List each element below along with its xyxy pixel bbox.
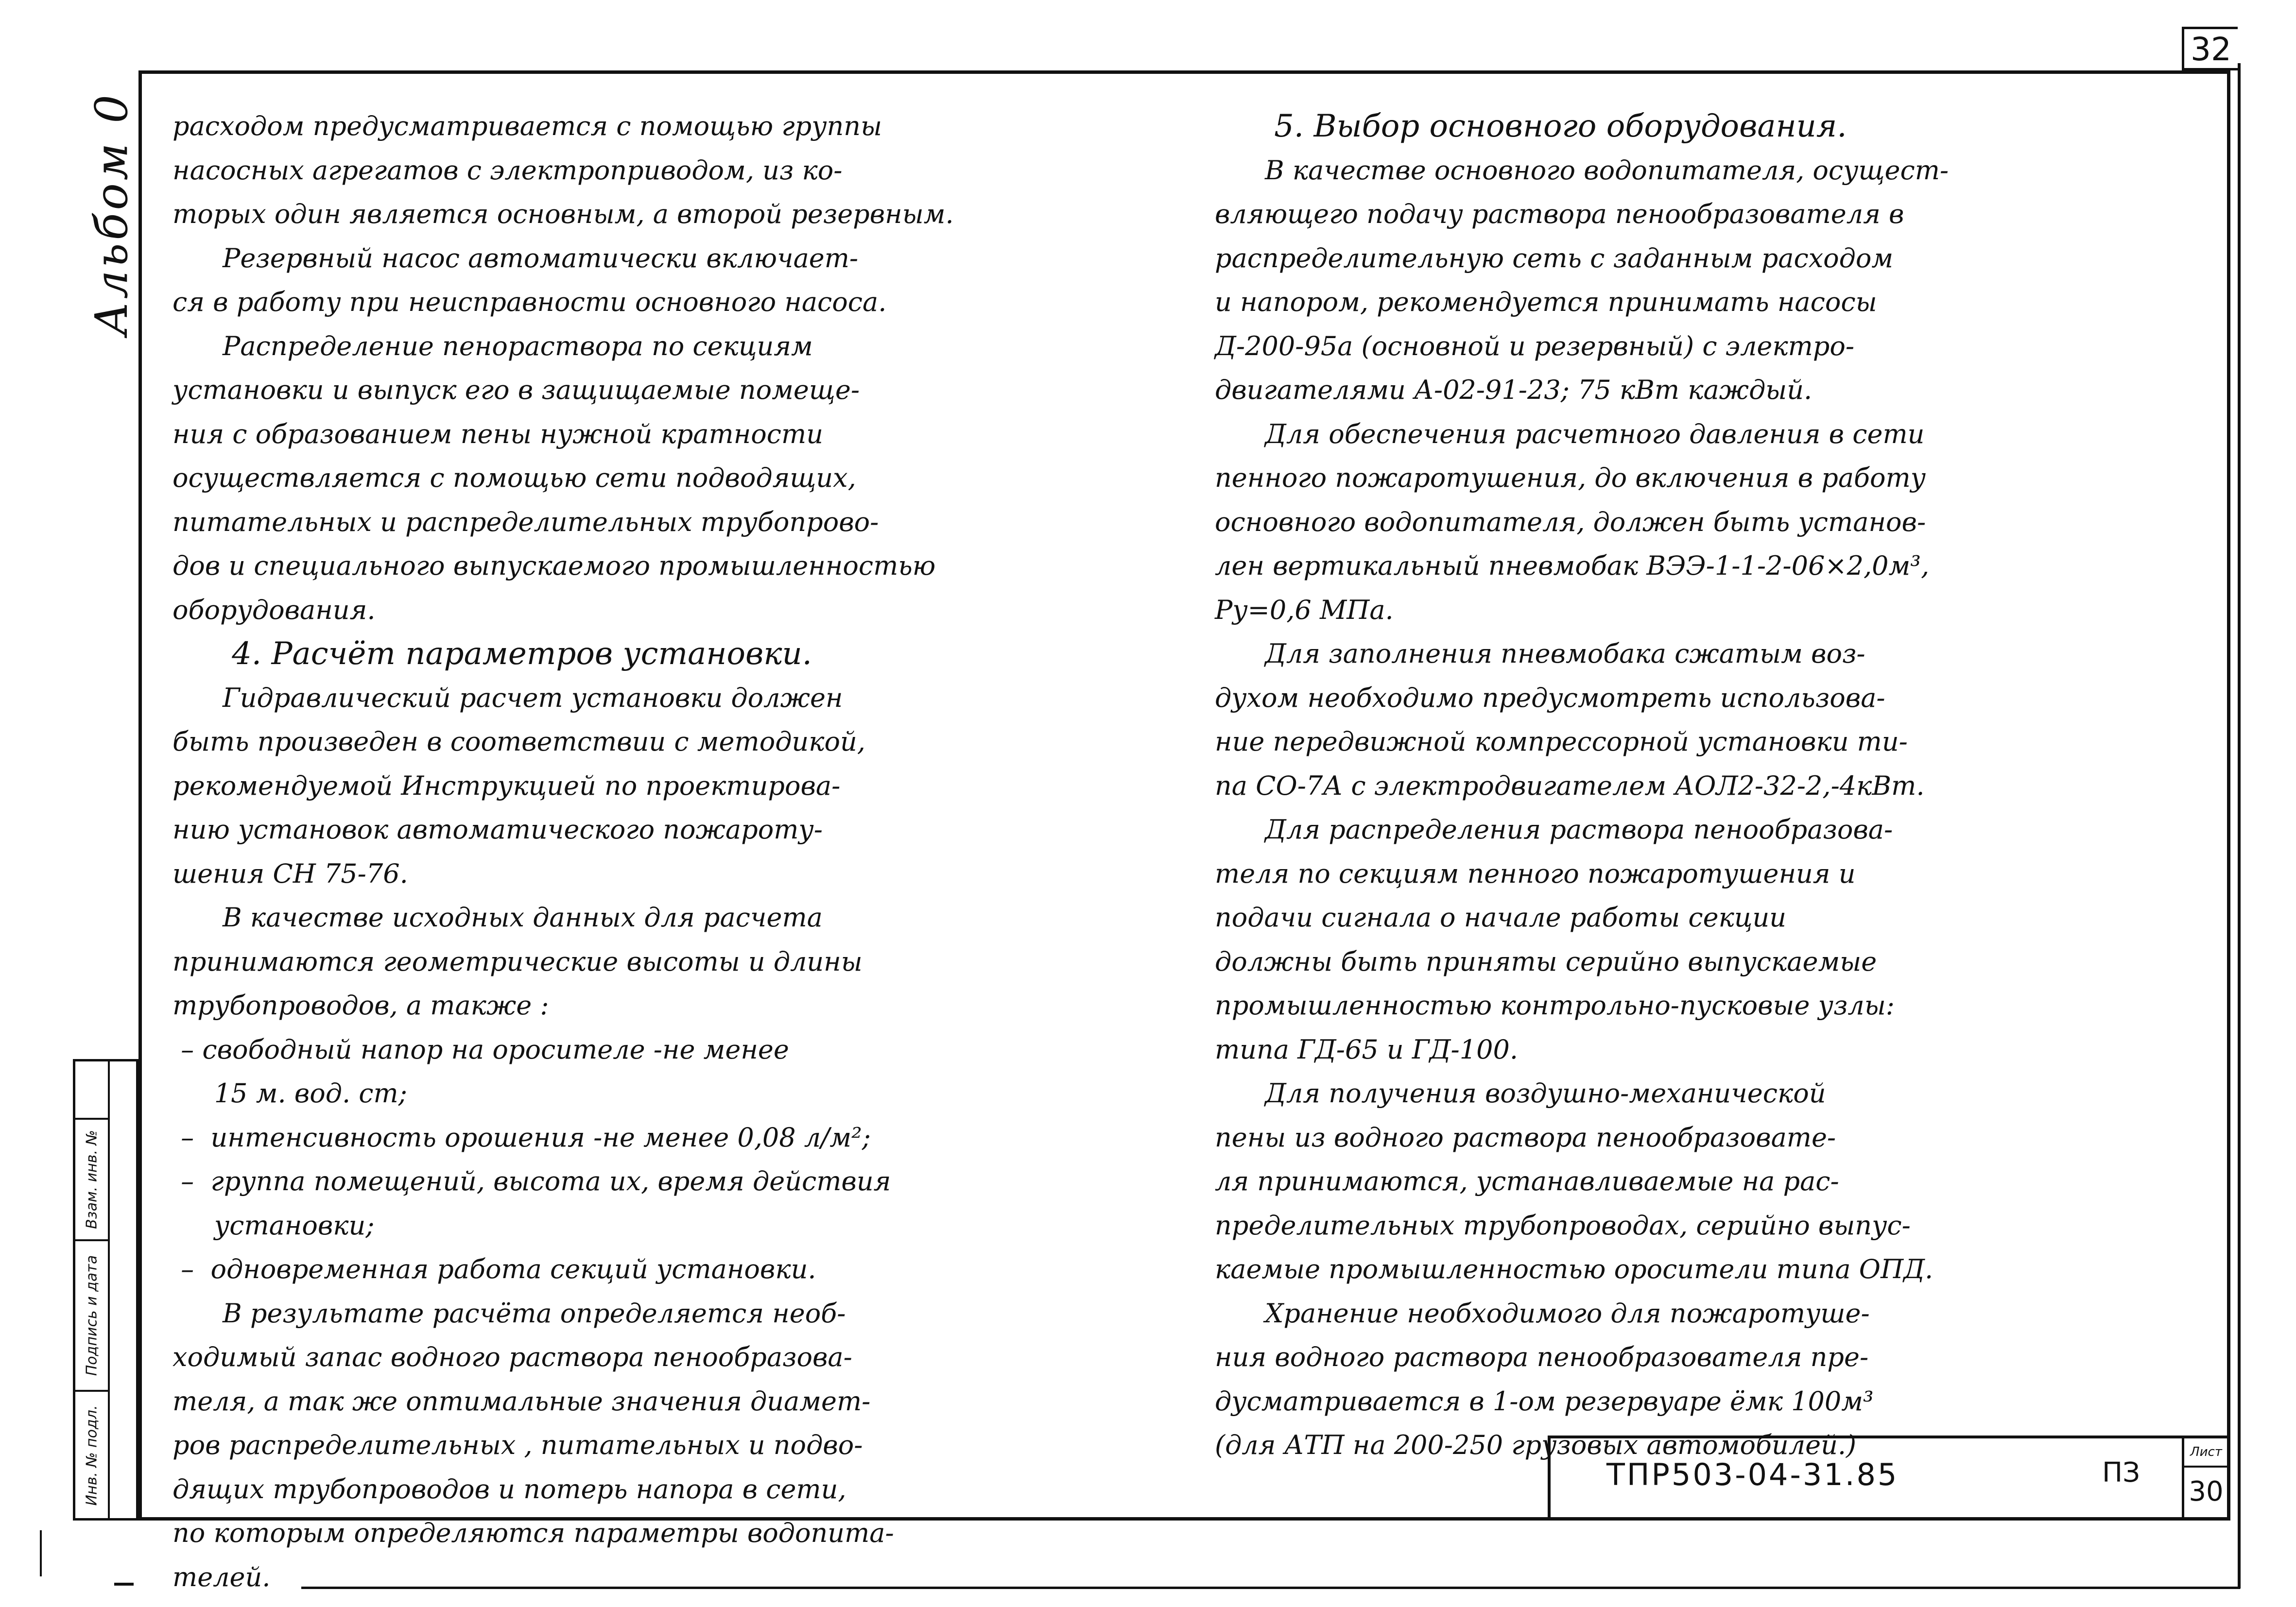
stamp-column-labels	[75, 1061, 110, 1518]
text-line: рекомендуемой Инструкцией по проектирова-	[173, 770, 841, 801]
text-line: В результате расчёта определяется необ-	[173, 1298, 846, 1329]
document-code: ТПР503-04-31.85	[1606, 1457, 1899, 1492]
text-line: каемые промышленностью оросители типа ОПД.	[1215, 1254, 1933, 1284]
text-line: торых один является основным, а второй резервным.	[173, 199, 954, 229]
text-line: Гидравлический расчет установки должен	[173, 682, 843, 713]
text-line: распределительную сеть с заданным расходом	[1215, 242, 1894, 274]
page-number: 32	[2182, 27, 2238, 70]
document-section: ПЗ	[2102, 1457, 2141, 1488]
right-text-column	[1215, 104, 2221, 1468]
text-line: Для распределения раствора пенообразова-	[1215, 814, 1893, 845]
text-line: нию установок автоматического пожароту-	[173, 814, 823, 845]
text-line: ние передвижной компрессорной установки ти-	[1215, 726, 1908, 757]
list-item: установки;	[173, 1210, 375, 1241]
stamp-label-inventory: Инв. № подл.	[83, 1405, 100, 1506]
text-line: дусматривается в 1-ом резервуаре ёмк 100м³	[1215, 1385, 1874, 1417]
crop-mark	[114, 1583, 134, 1586]
text-line: расходом предусматривается с помощью группы	[173, 111, 882, 141]
left-text-column	[173, 104, 1154, 1599]
text-line: осуществляется с помощью сети подводящих,	[173, 462, 856, 493]
stamp-cell-replace	[75, 1120, 108, 1241]
crop-mark-left	[40, 1530, 42, 1576]
text-line: двигателями А-02-91-23; 75 кВт каждый.	[1215, 375, 1813, 405]
text-line: теля, а так же оптимальные значения диамет-	[173, 1385, 871, 1417]
text-line: Хранение необходимого для пожаротуше-	[1215, 1298, 1870, 1329]
text-line: должны быть приняты серийно выпускаемые	[1215, 946, 1877, 977]
stamp-label-replace: Взам. инв. №	[83, 1130, 100, 1229]
text-line: телей.	[173, 1561, 271, 1592]
stamp-cell-signature	[75, 1241, 108, 1392]
text-line: Для обеспечения расчетного давления в сети	[1215, 418, 1925, 449]
stamp-cell-blank	[75, 1061, 108, 1120]
text-line: ся в работу при неисправности основного насоса.	[173, 287, 887, 317]
section-heading-4: 4. Расчёт параметров установки.	[173, 636, 812, 672]
text-line: подачи сигнала о начале работы секции	[1215, 902, 1787, 933]
text-line: типа ГД-65 и ГД-100.	[1215, 1034, 1518, 1065]
list-item: 15 м. вод. ст;	[173, 1078, 407, 1109]
text-line: лен вертикальный пневмобак ВЭЭ-1-1-2-06×2,0м³,	[1215, 550, 1930, 581]
section-heading-5: 5. Выбор основного оборудования.	[1215, 108, 1847, 144]
text-line: В качестве основного водопитателя, осущест-	[1215, 154, 1949, 186]
text-line: основного водопитателя, должен быть установ-	[1215, 506, 1926, 537]
text-line: насосных агрегатов с электроприводом, из ко-	[173, 154, 843, 186]
text-line: Распределение пенораствора по секциям	[173, 330, 813, 361]
text-line: па СО-7А с электродвигателем АОЛ2-32-2,-4кВт.	[1215, 770, 1925, 801]
text-line: ния с образованием пены нужной кратности	[173, 418, 824, 449]
text-line: установки и выпуск его в защищаемые помеще-	[173, 375, 860, 405]
text-line: Резервный насос автоматически включает-	[173, 242, 859, 274]
text-line: теля по секциям пенного пожаротушения и	[1215, 858, 1856, 889]
text-line: шения СН 75-76.	[173, 858, 408, 889]
list-item: – одновременная работа секций установки.	[173, 1254, 816, 1284]
stamp-label-signature: Подпись и дата	[83, 1255, 100, 1376]
text-line: по которым определяются параметры водопита-	[173, 1518, 894, 1548]
text-line: духом необходимо предусмотреть использова-	[1215, 682, 1885, 713]
text-line: Для заполнения пневмобака сжатым воз-	[1215, 638, 1865, 669]
list-item: – свободный напор на оросителе -не менее	[173, 1034, 789, 1065]
text-line: ров распределительных , питательных и подво-	[173, 1430, 863, 1460]
sheet-list-number: 30	[2189, 1476, 2224, 1507]
text-line: Д-200-95а (основной и резервный) с электро-	[1215, 330, 1855, 361]
side-stamp	[73, 1059, 138, 1521]
stamp-column-values	[108, 1061, 140, 1518]
album-label: Альбом 0	[86, 92, 138, 336]
text-line: пределительных трубопроводах, серийно выпус-	[1215, 1210, 1911, 1241]
text-line: ния водного раствора пенообразователя пре-	[1215, 1342, 1869, 1372]
text-line: трубопроводов, а также :	[173, 990, 549, 1021]
text-line: В качестве исходных данных для расчета	[173, 902, 823, 933]
text-line: питательных и распределительных трубопрово-	[173, 506, 879, 537]
text-line: дов и специального выпускаемого промышленностью	[173, 550, 936, 581]
text-line: Для получения воздушно-механической	[1215, 1078, 1826, 1109]
list-item: – группа помещений, высота их, время действия	[173, 1166, 891, 1197]
text-line: принимаются геометрические высоты и длины	[173, 946, 863, 977]
text-line: ля принимаются, устанавливаемые на рас-	[1215, 1166, 1839, 1197]
text-line: ходимый запас водного раствора пенообразова-	[173, 1342, 852, 1372]
text-line: дящих трубопроводов и потерь напора в сети,	[173, 1473, 846, 1504]
text-line: оборудования.	[173, 594, 376, 625]
title-block	[1548, 1436, 2182, 1521]
text-line: пены из водного раствора пенообразовате-	[1215, 1122, 1836, 1153]
text-line: вляющего подачу раствора пенообразователя в	[1215, 199, 1904, 229]
text-line: (для АТП на 200-250 грузовых автомобилей.)	[1215, 1430, 1857, 1460]
stamp-cell-inventory	[75, 1392, 108, 1519]
text-line: промышленностью контрольно-пусковые узлы:	[1215, 990, 1895, 1021]
text-line: быть произведен в соответствии с методикой,	[173, 726, 865, 757]
sheet-list-label: Лист	[2184, 1438, 2228, 1468]
text-line: пенного пожаротушения, до включения в работу	[1215, 462, 1926, 493]
list-item: – интенсивность орошения -не менее 0,08 л/м²;	[173, 1122, 871, 1153]
sheet-outer-right-line	[2238, 63, 2241, 1589]
sheet-list-cell	[2182, 1436, 2228, 1521]
text-line: и напором, рекомендуется принимать насосы	[1215, 287, 1877, 317]
text-line: Ру=0,6 МПа.	[1215, 594, 1394, 625]
